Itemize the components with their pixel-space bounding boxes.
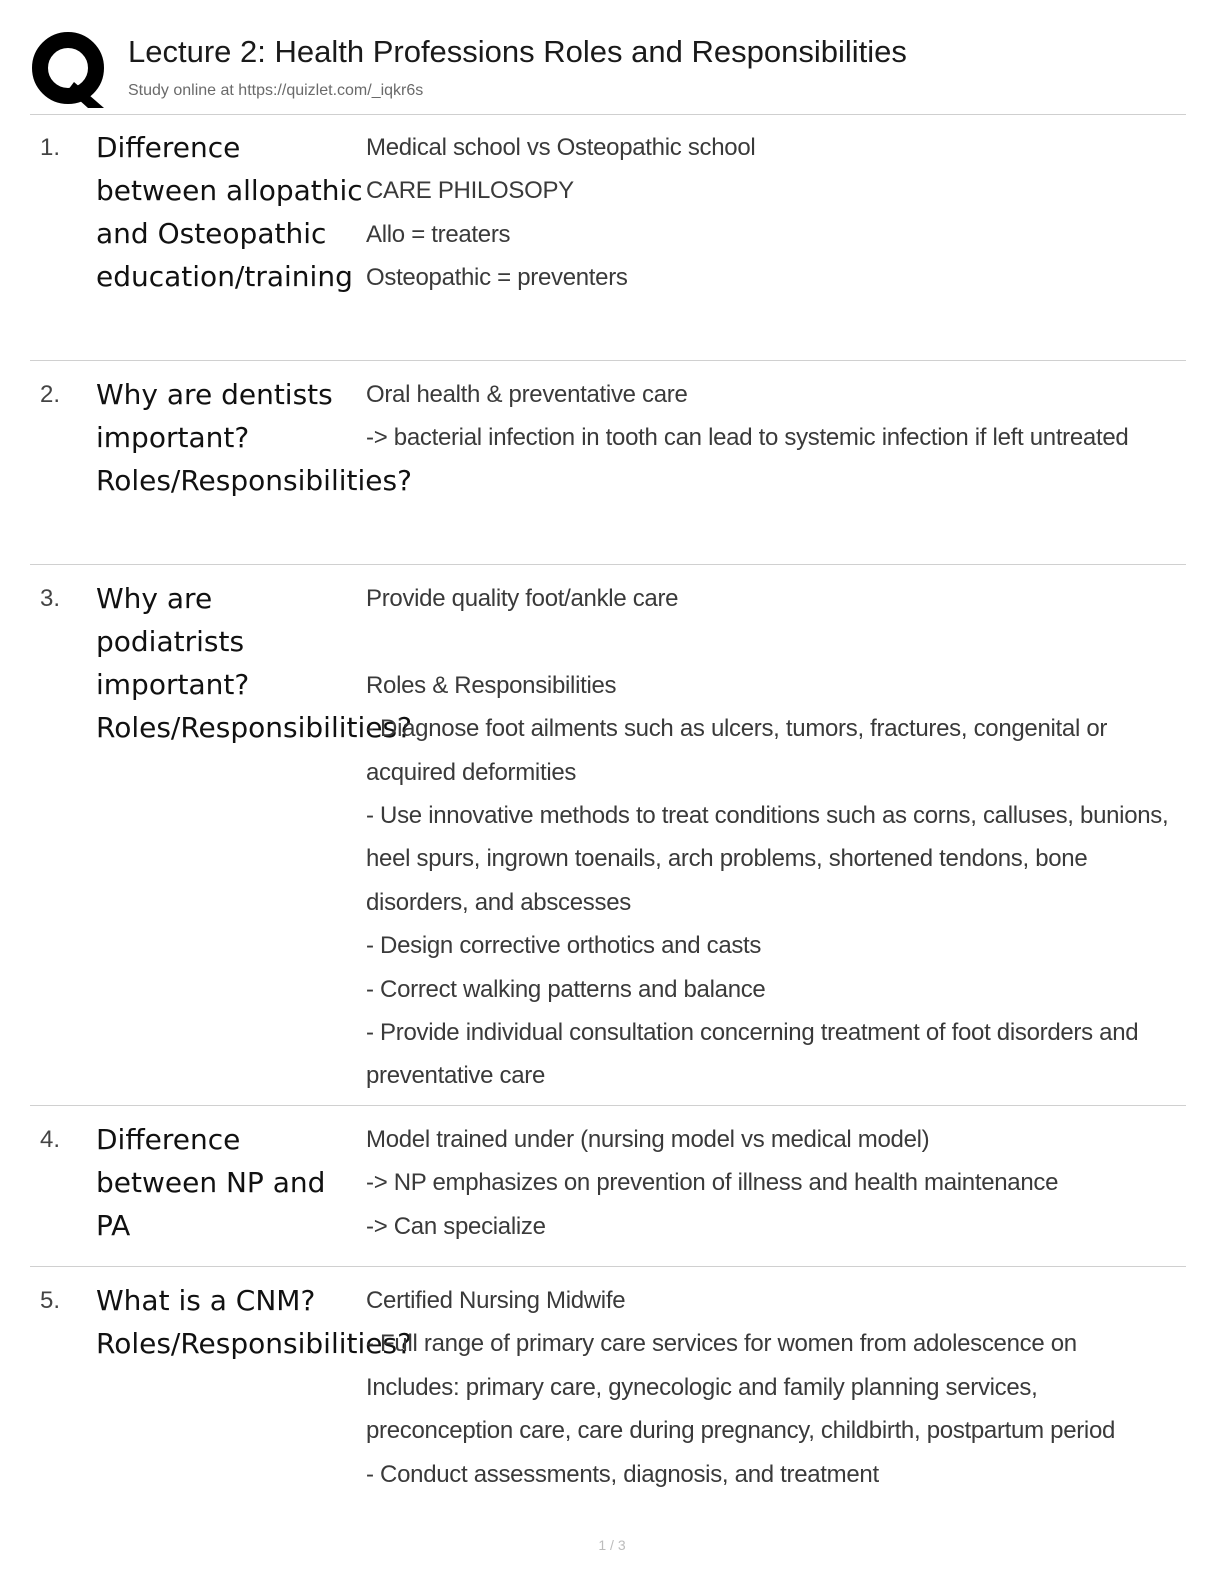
definition-line: Medical school vs Osteopathic school bbox=[366, 134, 756, 161]
page-number: 1 / 3 bbox=[598, 1537, 626, 1553]
card-number: 5. bbox=[40, 1287, 61, 1314]
definition-line: - Provide individual consultation concerning treatment of foot disorders and preventative care bbox=[366, 1019, 1145, 1090]
flashcard-4 bbox=[30, 1106, 1186, 1267]
definition-line: Allo = treaters bbox=[366, 220, 511, 248]
card-number: 4. bbox=[40, 1126, 61, 1153]
card-term: Why are podiatrists important? Roles/Responsibilities? bbox=[96, 582, 412, 744]
definition-line: Model trained under (nursing model vs medical model) bbox=[366, 1126, 930, 1153]
definition-line: - Full range of primary care services for women from adolescence on bbox=[366, 1330, 1077, 1358]
card-term: What is a CNM? Roles/Responsibilities? bbox=[96, 1284, 412, 1360]
card-definition bbox=[366, 577, 1186, 1098]
definition-line bbox=[366, 620, 1186, 663]
definition-line: -> NP emphasizes on prevention of illness and health maintenance bbox=[366, 1169, 1059, 1197]
quizlet-q-logo-icon bbox=[30, 30, 110, 110]
card-term: Difference between NP and PA bbox=[96, 1123, 326, 1242]
definition-line: Osteopathic = preventers bbox=[366, 264, 628, 292]
flashcard-3 bbox=[30, 565, 1186, 1106]
definition-line: Provide quality foot/ankle care bbox=[366, 585, 679, 612]
card-number: 2. bbox=[40, 381, 61, 408]
card-term: Why are dentists important? Roles/Responsibilities? bbox=[96, 378, 412, 497]
definition-line: - Conduct assessments, diagnosis, and treatment bbox=[366, 1460, 879, 1488]
definition-line: - Diagnose foot ailments such as ulcers, tumors, fractures, congenital or acquired deformities bbox=[366, 715, 1114, 786]
page-header bbox=[30, 30, 1186, 115]
flashcard-1 bbox=[30, 114, 1186, 361]
definition-line: -> Can specialize bbox=[366, 1212, 546, 1240]
definition-line: Oral health & preventative care bbox=[366, 381, 688, 408]
definition-line: CARE PHILOSOPY bbox=[366, 177, 574, 205]
card-definition bbox=[366, 1279, 1186, 1496]
definition-line: - Design corrective orthotics and casts bbox=[366, 932, 762, 960]
definition-line: - Use innovative methods to treat conditions such as corns, calluses, bunions, heel spurs, ingrown toenails, arch problems, shortened tendons, bone disorders, and abscesses bbox=[366, 802, 1175, 916]
card-definition bbox=[366, 373, 1186, 460]
definition-line: Includes: primary care, gynecologic and family planning services, preconception care, care during pregnancy, childbirth, postpartum period bbox=[366, 1373, 1116, 1445]
study-online-link[interactable]: Study online at https://quizlet.com/_iqkr6s bbox=[128, 82, 424, 99]
card-definition bbox=[366, 126, 1186, 300]
definition-line: -> bacterial infection in tooth can lead to systemic infection if left untreated bbox=[366, 424, 1129, 452]
definition-line: Certified Nursing Midwife bbox=[366, 1287, 626, 1314]
definition-line: Roles & Responsibilities bbox=[366, 671, 617, 699]
page-title: Lecture 2: Health Professions Roles and Responsibilities bbox=[128, 34, 907, 69]
card-term: Difference between allopathic and Osteopathic education/training bbox=[96, 131, 363, 293]
flashcard-2 bbox=[30, 361, 1186, 565]
flashcard-5 bbox=[30, 1267, 1186, 1507]
definition-line: - Correct walking patterns and balance bbox=[366, 975, 766, 1003]
card-definition bbox=[366, 1118, 1186, 1248]
card-number: 3. bbox=[40, 585, 61, 612]
card-number: 1. bbox=[40, 134, 61, 161]
flashcard-list bbox=[30, 114, 1186, 1507]
